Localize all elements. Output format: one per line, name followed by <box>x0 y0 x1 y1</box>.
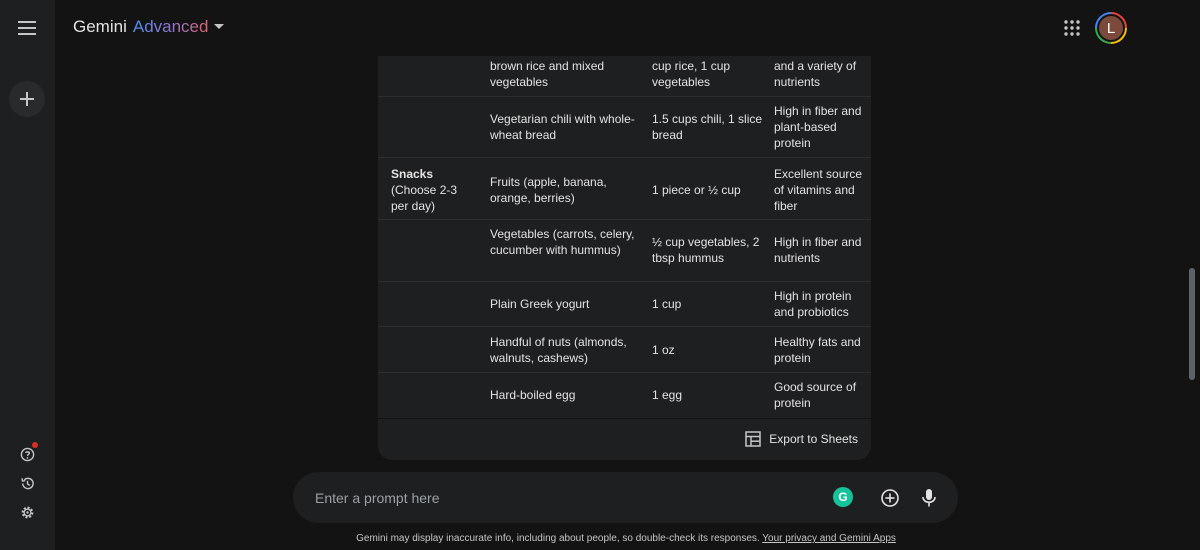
microphone-button[interactable] <box>921 488 937 513</box>
serving-cell: ½ cup vegetables, 2 tbsp hummus <box>652 235 760 265</box>
food-cell: brown rice and mixed vegetables <box>490 59 605 89</box>
export-label: Export to Sheets <box>769 432 858 446</box>
response-table-card <box>378 56 871 460</box>
plus-icon <box>20 92 34 106</box>
serving-cell: 1.5 cups chili, 1 slice bread <box>652 112 763 142</box>
menu-icon <box>18 21 36 35</box>
notes-cell: Excellent source of vitamins and fiber <box>774 167 863 213</box>
prompt-input[interactable] <box>313 488 813 508</box>
notes-cell: Healthy fats and protein <box>774 335 861 365</box>
food-cell: Fruits (apple, banana, orange, berries) <box>490 175 607 205</box>
left-rail <box>0 0 55 550</box>
notes-cell: and a variety of nutrients <box>774 59 857 89</box>
disclaimer-text: Gemini may display inaccurate info, including about people, so double-check its responses. <box>356 533 760 544</box>
brand-name: Gemini <box>73 17 127 36</box>
serving-cell: 1 oz <box>652 343 675 357</box>
table-row <box>378 220 871 282</box>
caret-down-icon <box>214 24 224 30</box>
food-cell: Hard-boiled egg <box>490 388 576 402</box>
add-circle-icon <box>880 488 900 508</box>
google-apps-button[interactable] <box>1060 16 1084 40</box>
account-avatar[interactable] <box>1095 12 1127 44</box>
settings-button[interactable] <box>9 494 45 530</box>
table-row <box>378 158 871 220</box>
mic-icon <box>921 488 937 508</box>
brand-tier: Advanced <box>132 17 209 36</box>
serving-cell: 1 egg <box>652 388 683 402</box>
prompt-bar <box>293 472 958 523</box>
export-to-sheets-button[interactable] <box>745 431 858 447</box>
food-cell: Vegetarian chili with whole-wheat bread <box>490 112 635 142</box>
category-cell <box>391 166 476 214</box>
food-cell: Vegetables (carrots, celery, cucumber with hummus) <box>490 227 635 257</box>
table-row <box>378 282 871 327</box>
notification-dot <box>32 442 38 448</box>
scrollbar-thumb[interactable] <box>1189 268 1195 380</box>
food-cell: Plain Greek yogurt <box>490 297 590 311</box>
top-bar <box>55 0 1200 56</box>
privacy-link[interactable]: Your privacy and Gemini Apps <box>762 533 896 544</box>
table-row <box>378 327 871 373</box>
table-row <box>378 373 871 419</box>
disclaimer <box>0 533 1200 544</box>
help-icon <box>20 447 35 462</box>
serving-cell: cup rice, 1 cup vegetables <box>652 59 731 89</box>
serving-cell: 1 cup <box>652 297 682 311</box>
serving-cell: 1 piece or ½ cup <box>652 183 741 197</box>
add-attachment-button[interactable] <box>880 488 900 513</box>
notes-cell: High in fiber and plant-based protein <box>774 104 862 150</box>
category-label: Snacks <box>391 167 434 181</box>
notes-cell: Good source of protein <box>774 380 857 410</box>
table-row <box>378 56 871 97</box>
category-subtitle: (Choose 2-3 per day) <box>391 183 458 213</box>
notes-cell: High in fiber and nutrients <box>774 235 862 265</box>
apps-grid-icon <box>1064 20 1080 36</box>
model-switcher[interactable] <box>73 17 224 37</box>
table-footer <box>378 419 871 460</box>
notes-cell: High in protein and probiotics <box>774 289 852 319</box>
table-row <box>378 97 871 158</box>
grammarly-icon: G <box>838 490 848 504</box>
new-chat-button[interactable] <box>9 81 45 117</box>
avatar-initial: L <box>1097 14 1125 42</box>
grammarly-button[interactable] <box>833 487 853 507</box>
main-menu-button[interactable] <box>9 10 45 46</box>
table-icon <box>745 431 761 447</box>
history-icon <box>20 476 35 491</box>
food-cell: Handful of nuts (almonds, walnuts, cashews) <box>490 335 627 365</box>
gear-icon <box>20 505 35 520</box>
